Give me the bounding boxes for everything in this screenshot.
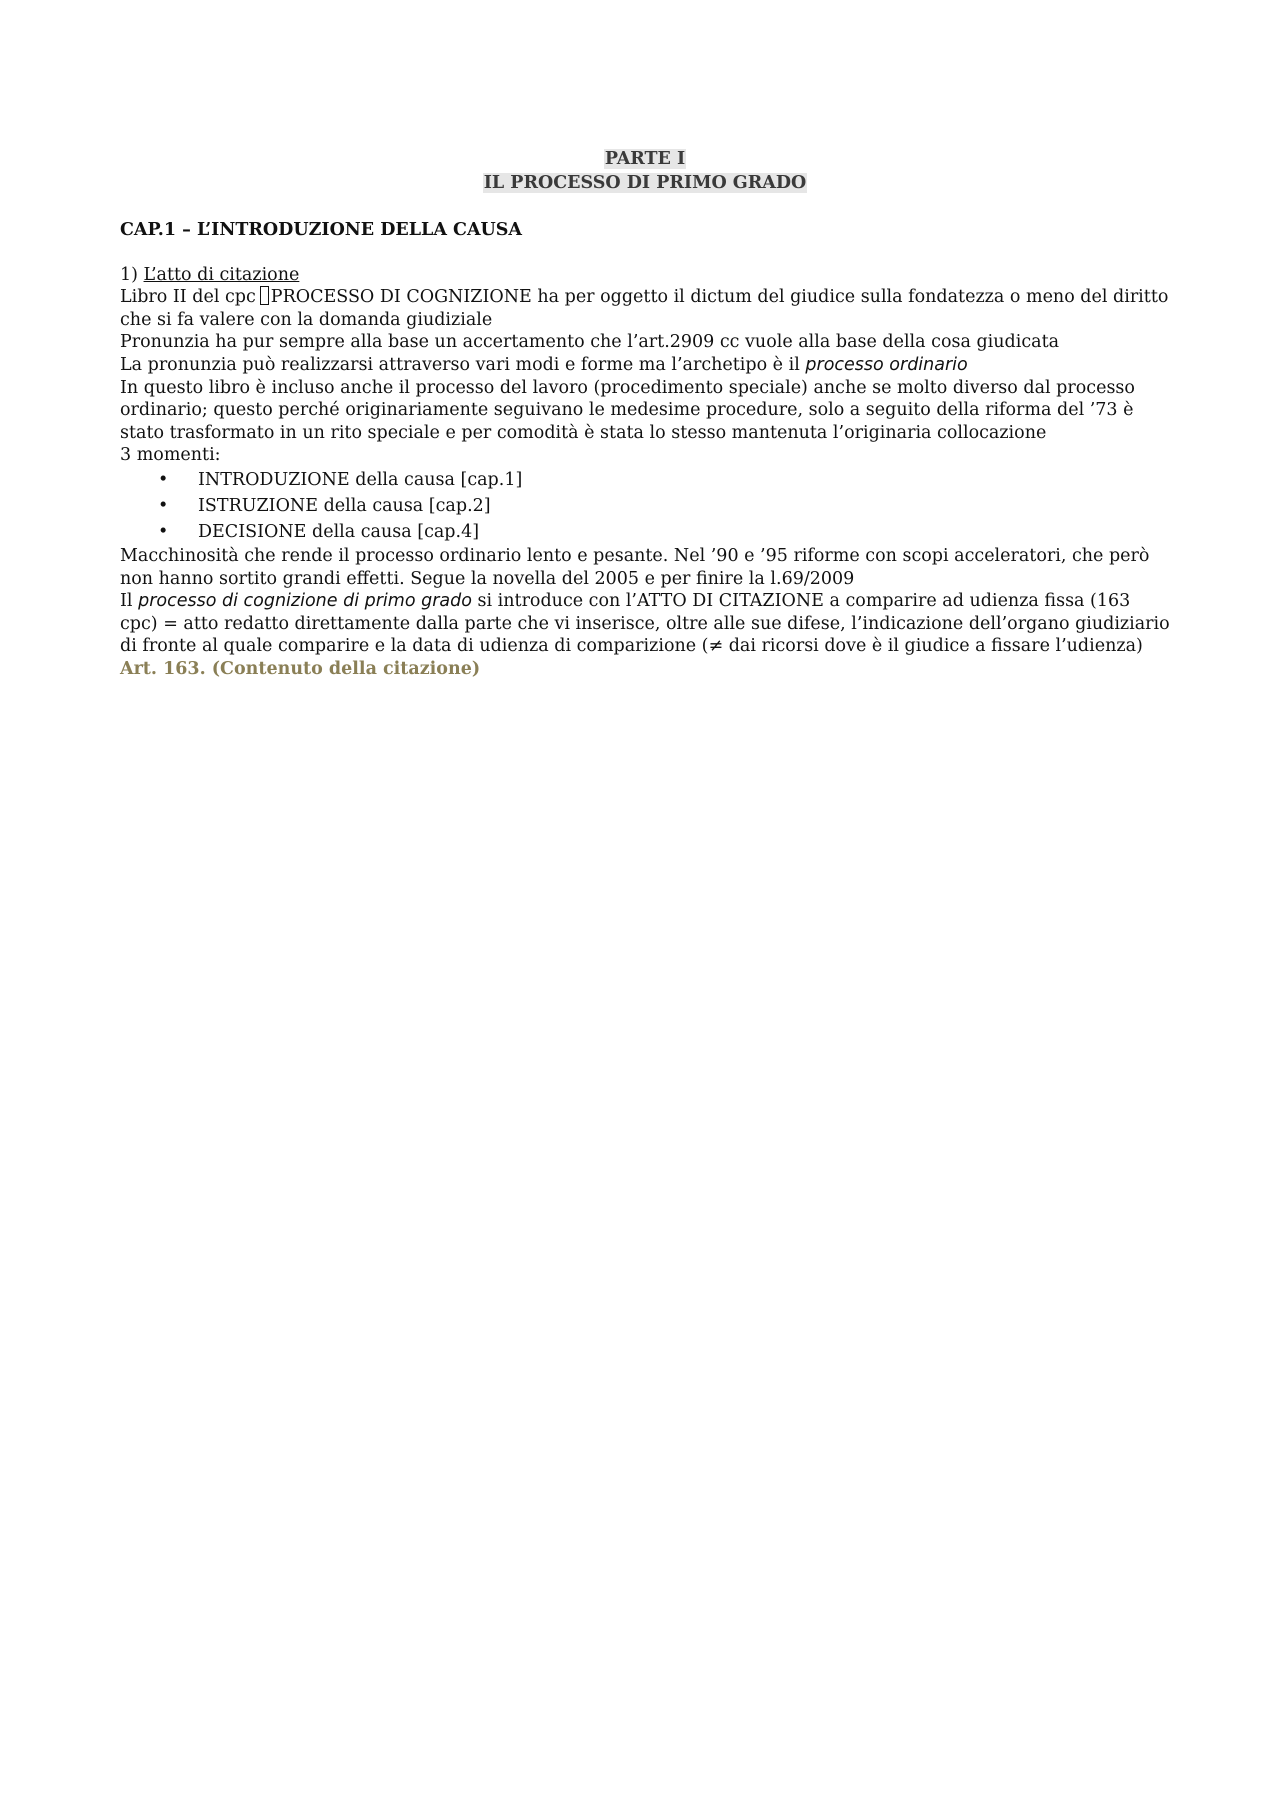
paragraph-5: 3 momenti: [120,445,221,466]
list-item [120,493,1170,519]
paragraph-7-end: si introduce con l’ATTO DI CITAZIONE a comparire ad udienza fissa (163 cpc) = atto redatto direttamente dalla parte che vi inserisce, oltre alle sue difese, l’indicazione dell’organo giudiziario di fronte al quale comparire e la data di udienza di comparizione (≠ dai ricorsi dove è il giudice a fissare l’udienza) [120,591,1170,657]
paragraph-1-end: PROCESSO DI COGNIZIONE ha per oggetto il dictum del giudice sulla fondatezza o meno del diritto che si fa valere con la domanda giudiziale [120,287,1169,330]
section-heading [120,264,1170,287]
list-item-text: INTRODUZIONE della causa [cap.1] [198,469,523,490]
list-item [120,467,1170,493]
paragraph-1-start: Libro II del cpc [120,287,256,308]
paragraph-7 [120,590,1170,658]
paragraph-3 [120,354,1170,377]
article-heading: Art. 163. (Contenuto della citazione) [120,658,481,679]
paragraph-2: Pronunzia ha pur sempre alla base un accertamento che l’art.2909 cc vuole alla base della cosa giudicata [120,332,1060,353]
list-item [120,519,1170,545]
paragraph-4: In questo libro è incluso anche il processo del lavoro (procedimento speciale) anche se molto diverso dal processo ordinario; questo perché originariamente seguivano le medesime procedure, solo a seguito della riforma del ’73 è stato trasformato in un rito speciale e per comodità è stata lo stesso mantenuta l’originaria collocazione [120,377,1135,443]
paragraph-7-italic: processo di cognizione di primo grado [138,591,472,612]
document-body [120,147,1170,681]
list-item-text: DECISIONE della causa [cap.4] [198,521,480,542]
paragraph-3-italic: processo ordinario [805,354,968,375]
part-label: PARTE I [604,149,686,169]
chapter-title: CAP.1 – L’INTRODUZIONE DELLA CAUSA [120,220,523,240]
paragraph-6: Macchinosità che rende il processo ordinario lento e pesante. Nel ’90 e ’95 riforme con scopi acceleratori, che però non hanno sortito grandi effetti. Segue la novella del 2005 e per finire la l.69/2009 [120,545,1150,589]
list-item-text: ISTRUZIONE della causa [cap.2] [198,495,491,516]
part-header [120,147,1170,195]
bullet-icon: • [158,521,169,542]
section-number: 1) [120,264,138,285]
part-title: IL PROCESSO DI PRIMO GRADO [483,173,807,193]
paragraph-1 [120,286,1170,331]
bullet-icon: • [158,469,169,490]
section-title: L’atto di citazione [143,264,300,285]
paragraph-7-start: Il [120,591,133,612]
arrow-symbol-icon [260,286,269,305]
moments-list [120,467,1170,545]
bullet-icon: • [158,495,169,516]
paragraph-3-start: La pronunzia può realizzarsi attraverso vari modi e forme ma l’archetipo è il [120,354,800,375]
